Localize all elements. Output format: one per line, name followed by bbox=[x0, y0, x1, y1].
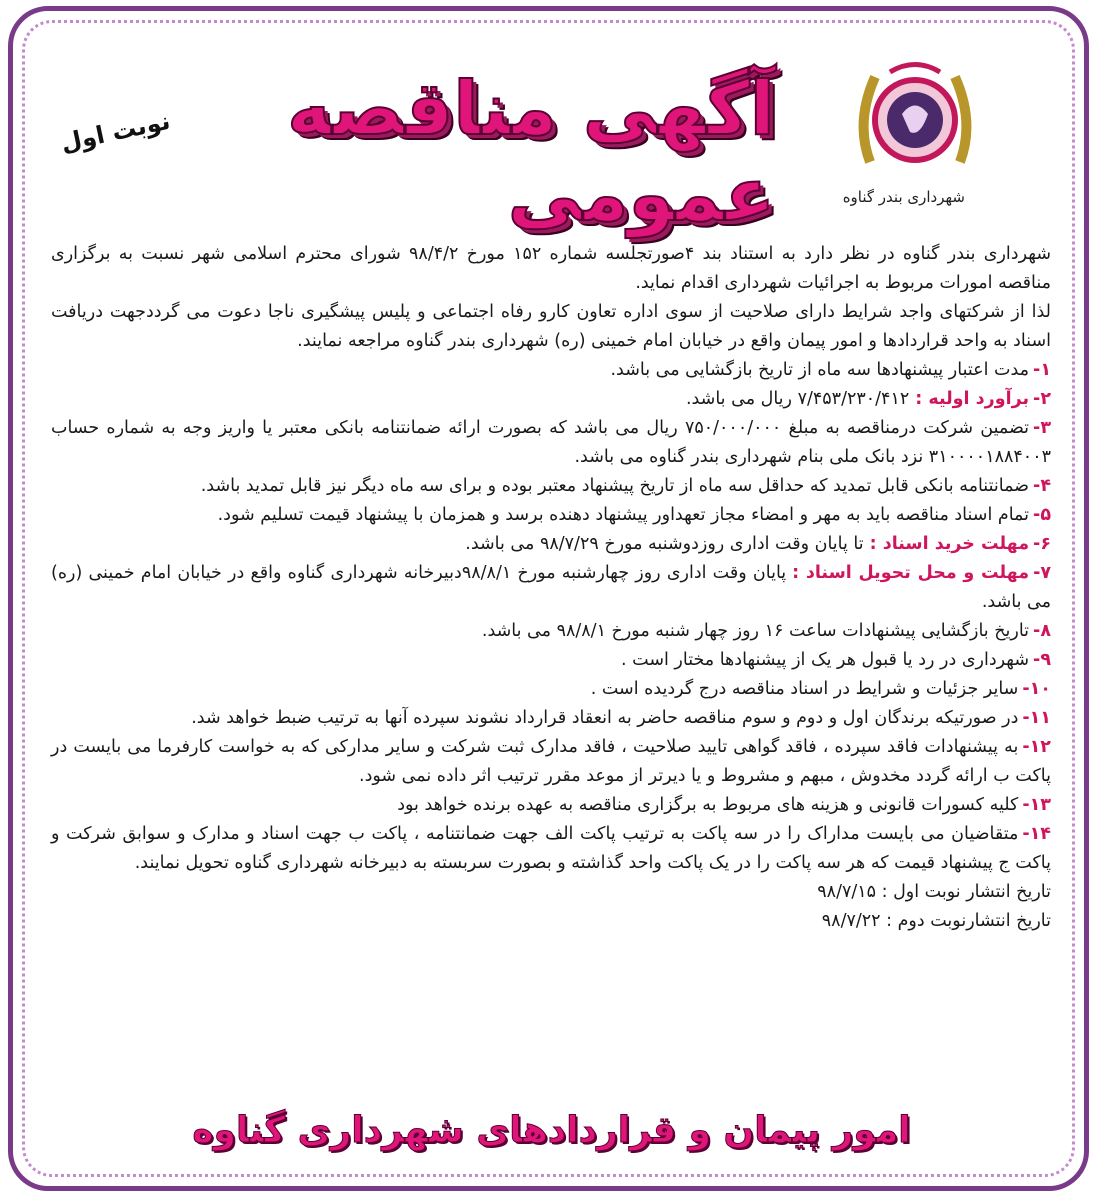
item-text: مدت اعتبار پیشنهادها سه ماه از تاریخ بازگشایی می باشد. bbox=[610, 360, 1030, 380]
item-text: تمام اسناد مناقصه باید به مهر و امضاء مجاز تعهداور پیشنهاد دهنده برسد و همزمان با پیشنهاد قیمت تسلیم شود. bbox=[217, 505, 1030, 525]
item-text: پایان وقت اداری روز چهارشنبه مورخ ۹۸/۸/۱دبیرخانه شهرداری گناوه واقع در خیابان امام خمینی (ره) می باشد. bbox=[51, 563, 1051, 612]
footer-signature: امور پیمان و قراردادهای شهرداری گناوه bbox=[192, 1110, 911, 1151]
item-text: به پیشنهادات فاقد سپرده ، فاقد گواهی تایید صلاحیت ، فاقد مدارک ثبت شرکت و سایر مدارکی که به خواست کارفرما می بایست در پاکت ب ارائه گردد مخدوش ، مبهم و مشروط و یا دیرتر از موعد مقرر ترتیب اثر داده نمی شود. bbox=[51, 737, 1051, 786]
item-text: سایر جزئیات و شرایط در اسناد مناقصه درج گردیده است . bbox=[590, 679, 1019, 699]
item-text: کلیه کسورات قانونی و هزینه های مربوط به برگزاری مناقصه به عهده برنده خواهد بود bbox=[397, 795, 1019, 815]
list-item bbox=[51, 617, 1051, 646]
header bbox=[30, 30, 1075, 238]
intro-paragraph: لذا از شرکتهای واجد شرایط دارای صلاحیت از سوی اداره تعاون کارو رفاه اجتماعی و پلیس پیشگیری ناجا دعوت می گرددجهت دریافت اسناد به واحد قراردادها و امور پیمان واقع در خیابان امام خمینی (ره) شهرداری بندر گناوه مراجعه نمایند. bbox=[51, 302, 1051, 351]
item-number: ۳- bbox=[1033, 418, 1051, 438]
item-label: برآورد اولیه : bbox=[915, 389, 1030, 409]
list-item bbox=[51, 675, 1051, 704]
item-number: ۵- bbox=[1033, 505, 1051, 525]
publication-date-first: تاریخ انتشار نوبت اول : ۹۸/۷/۱۵ bbox=[817, 882, 1051, 902]
list-item bbox=[51, 414, 1051, 472]
item-text: ۷/۴۵۳/۲۳۰/۴۱۲ ریال می باشد. bbox=[685, 389, 910, 409]
item-number: ۹- bbox=[1033, 650, 1051, 670]
round-label: نوبت اول bbox=[58, 106, 173, 158]
item-number: ۶- bbox=[1033, 534, 1051, 554]
item-number: ۴- bbox=[1033, 476, 1051, 496]
item-text: شهرداری در رد یا قبول هر یک از پیشنهادها مختار است . bbox=[621, 650, 1030, 670]
item-label: مهلت و محل تحویل اسناد : bbox=[792, 563, 1030, 583]
list-item bbox=[51, 791, 1051, 820]
list-item bbox=[51, 501, 1051, 530]
publication-date-second: تاریخ انتشارنوبت دوم : ۹۸/۷/۲۲ bbox=[821, 911, 1051, 931]
item-text: متقاضیان می بایست مداراک را در سه پاکت به ترتیب پاکت الف جهت ضمانتنامه ، پاکت ب جهت اسناد و مدارک و سوابق شرکت و پاکت ج پیشنهاد قیمت که هر سه پاکت را در یک پاکت واحد گذاشته و بصورت سربسته به دبیرخانه شهرداری گناوه تحویل نمایند. bbox=[51, 824, 1051, 873]
item-number: ۸- bbox=[1033, 621, 1051, 641]
item-number: ۲- bbox=[1033, 389, 1051, 409]
page-title: آگهی مناقصه عمومی bbox=[287, 66, 775, 238]
item-number: ۱۱- bbox=[1022, 708, 1051, 728]
item-number: ۱۰- bbox=[1022, 679, 1051, 699]
item-text: ضمانتنامه بانکی قابل تمدید که حداقل سه ماه از تاریخ پیشنهاد معتبر بوده و برای سه ماه دیگر نیز قابل تمدید باشد. bbox=[200, 476, 1030, 496]
item-number: ۱۴- bbox=[1022, 824, 1051, 844]
item-number: ۱۳- bbox=[1022, 795, 1051, 815]
list-item bbox=[51, 559, 1051, 617]
list-item bbox=[51, 646, 1051, 675]
list-item bbox=[51, 530, 1051, 559]
item-label: مهلت خرید اسناد : bbox=[869, 534, 1030, 554]
list-item bbox=[51, 704, 1051, 733]
item-number: ۱۲- bbox=[1022, 737, 1051, 757]
list-item bbox=[51, 733, 1051, 791]
item-number: ۷- bbox=[1033, 563, 1052, 583]
intro-paragraph: شهرداری بندر گناوه در نظر دارد به استناد بند ۴صورتجلسه شماره ۱۵۲ مورخ ۹۸/۴/۲ شورای محترم اسلامی شهر نسبت به برگزاری مناقصه امورات مربوط به اجرائیات شهرداری اقدام نماید. bbox=[51, 244, 1051, 293]
list-item bbox=[51, 820, 1051, 878]
item-text: تا پایان وقت اداری روزدوشنبه مورخ ۹۸/۷/۲۹ می باشد. bbox=[465, 534, 864, 554]
item-number: ۱- bbox=[1033, 360, 1051, 380]
municipality-emblem-icon bbox=[850, 52, 980, 182]
announcement-body bbox=[51, 240, 1051, 936]
list-item bbox=[51, 385, 1051, 414]
list-item bbox=[51, 472, 1051, 501]
item-text: تاریخ بازگشایی پیشنهادات ساعت ۱۶ روز چهار شنبه مورخ ۹۸/۸/۱ می باشد. bbox=[481, 621, 1030, 641]
organization-name: شهرداری بندر گناوه bbox=[842, 188, 965, 206]
item-text: تضمین شرکت درمناقصه به مبلغ ۷۵۰/۰۰۰/۰۰۰ ریال می باشد که بصورت ارائه ضمانتنامه بانکی معتبر یا واریز وجه به شماره حساب ۳۱۰۰۰۰۱۸۸۴۰۰۳ نزد بانک ملی بنام شهرداری بندر گناوه می باشد. bbox=[51, 418, 1051, 467]
item-text: در صورتیکه برندگان اول و دوم و سوم مناقصه حاضر به انعقاد قرارداد نشوند سپرده آنها به ترتیب ضبط خواهد شد. bbox=[191, 708, 1019, 728]
list-item bbox=[51, 356, 1051, 385]
